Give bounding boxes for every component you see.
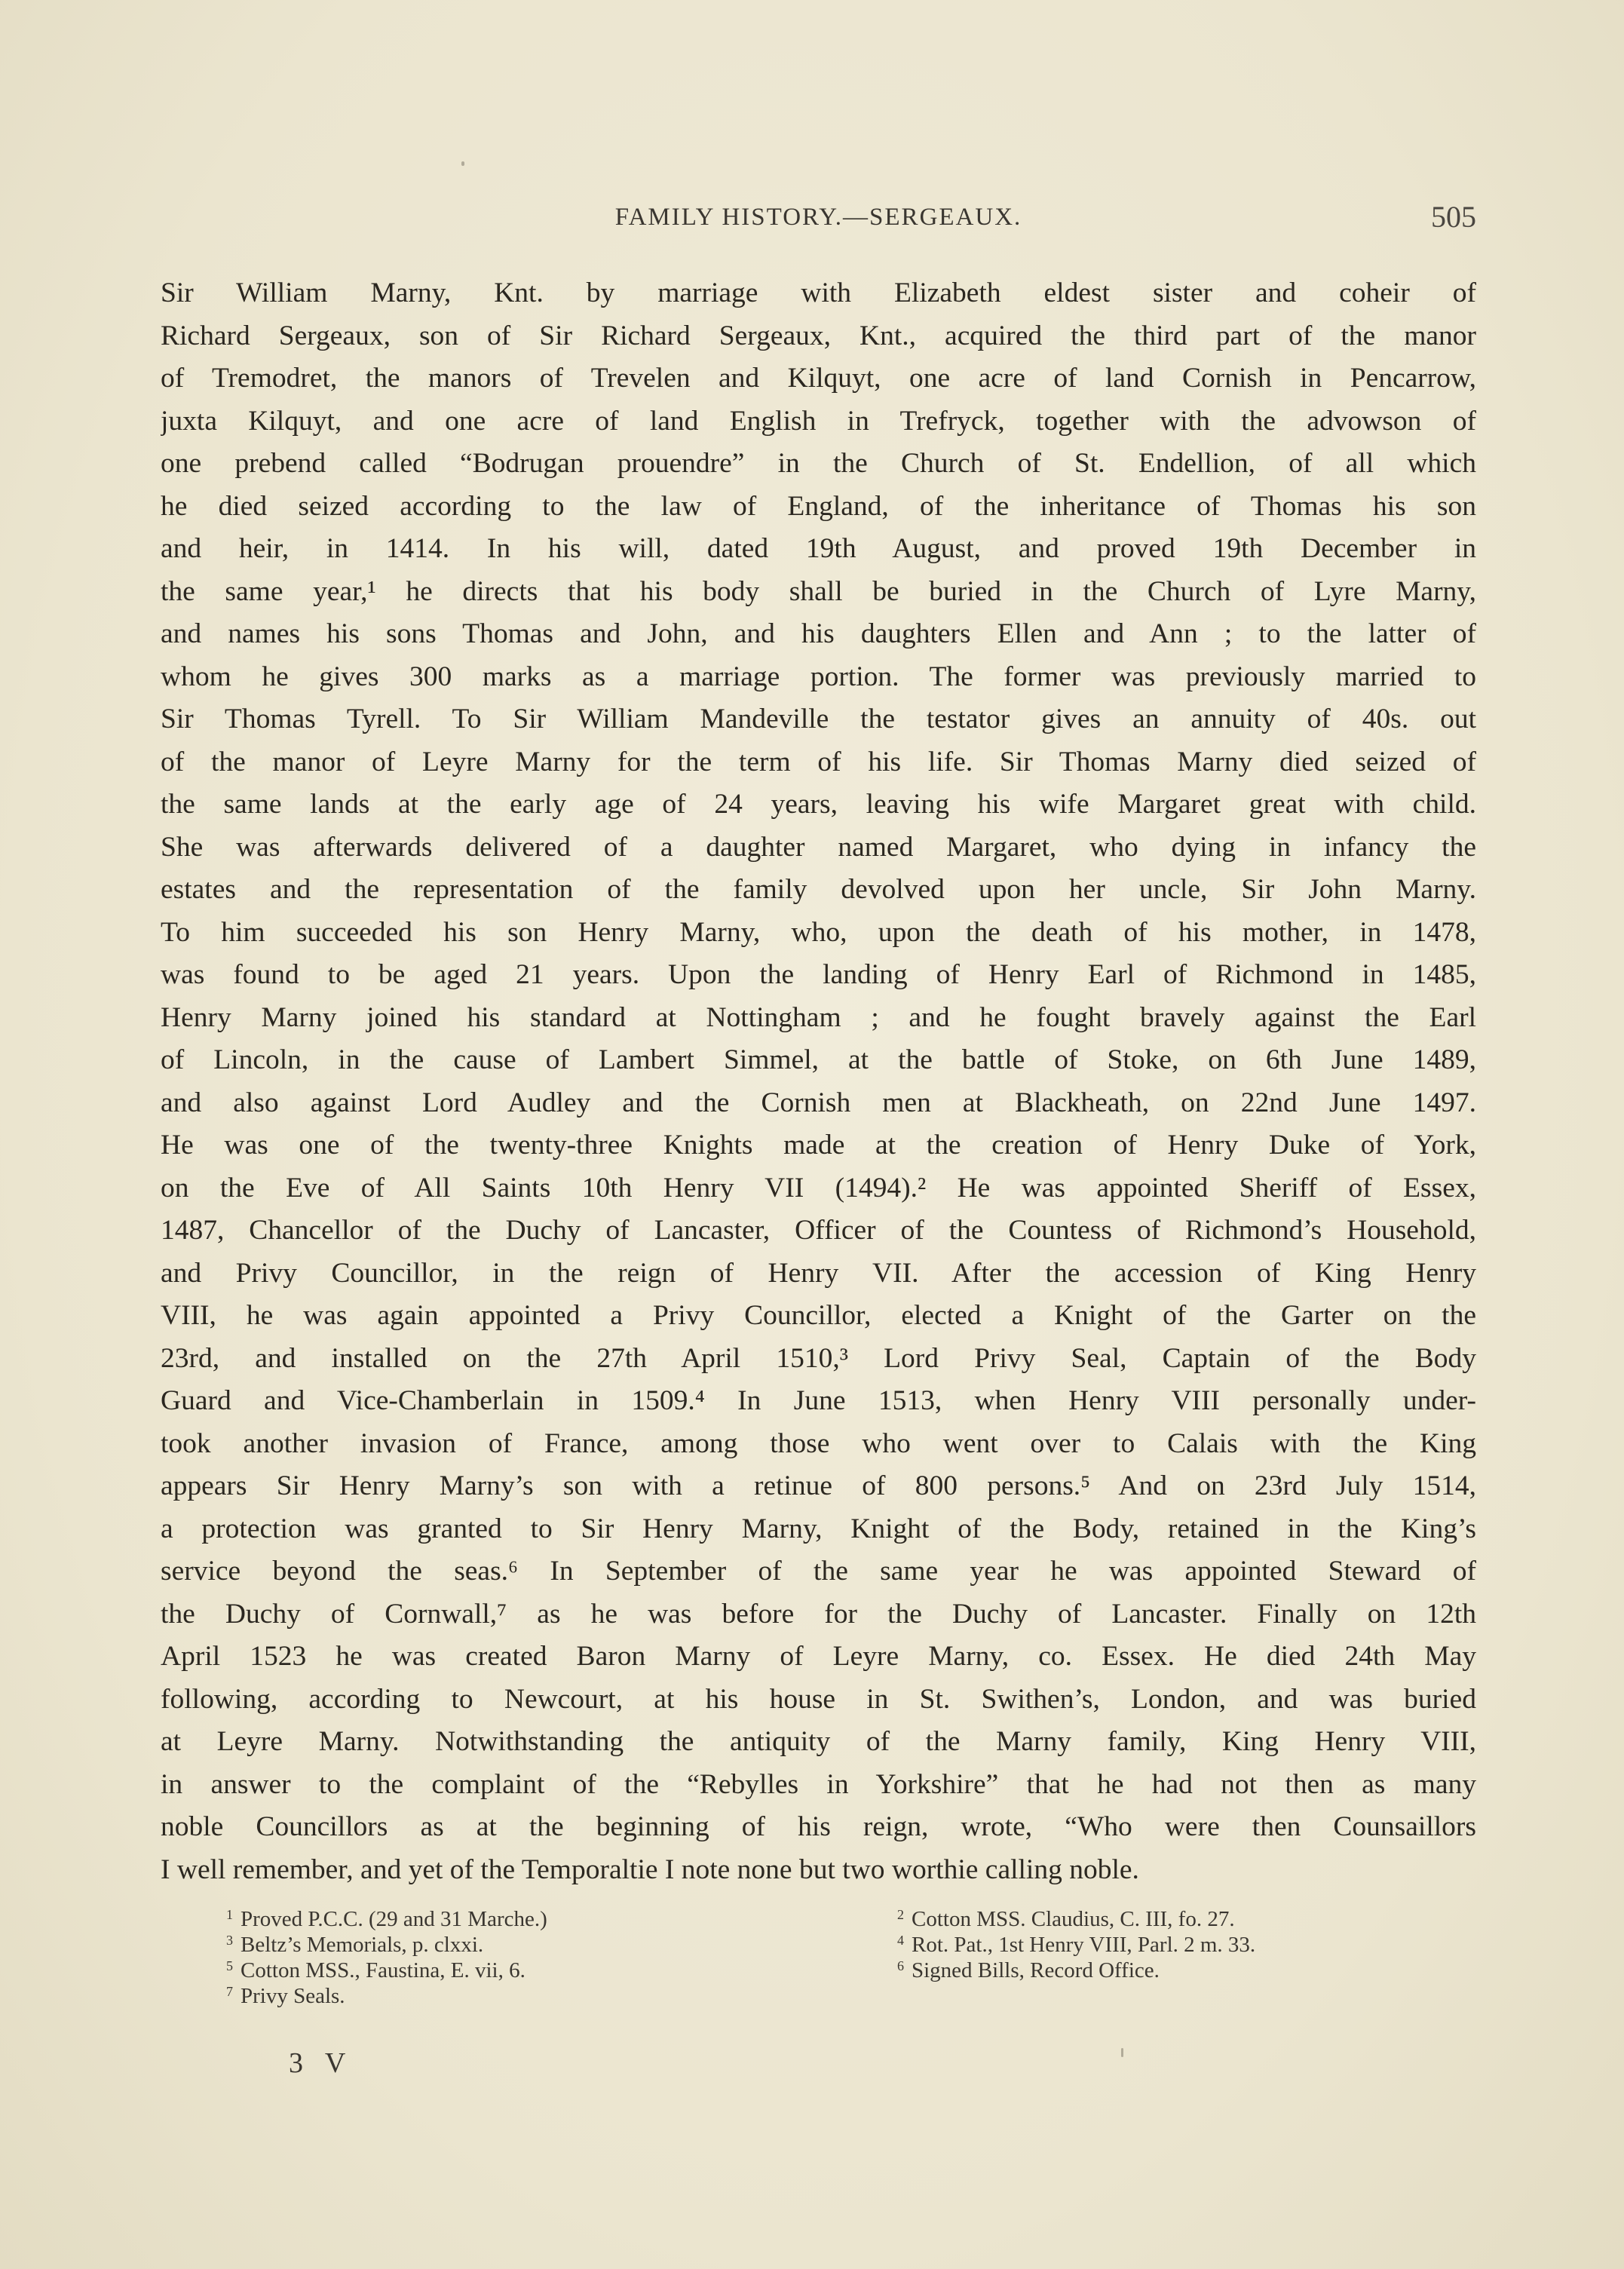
footnote [226, 1979, 814, 2008]
footnote [897, 1927, 1455, 1957]
footnote-mark: 1 [226, 1907, 233, 1922]
body-line: noble Councillors as at the beginning of his reign, wrote, “Who were then Counsaillors [161, 1811, 1476, 1842]
body-line: the same year,¹ he directs that his body shall be buried in the Church of Lyre Marny, [161, 575, 1476, 607]
footnotes-left-column [226, 1902, 814, 2008]
body-line: April 1523 he was created Baron Marny of Leyre Marny, co. Essex. He died 24th May [161, 1641, 1476, 1672]
body-line: Henry Marny joined his standard at Nottingham ; and he fought bravely against the Earl [161, 1001, 1476, 1033]
body-line: was found to be aged 21 years. Upon the landing of Henry Earl of Richmond in 1485, [161, 959, 1476, 990]
body-line: 1487, Chancellor of the Duchy of Lancaster, Officer of the Countess of Richmond’s Household, [161, 1215, 1476, 1246]
footnote-mark: 7 [226, 1984, 233, 1999]
body-line: VIII, he was again appointed a Privy Councillor, elected a Knight of the Garter on the [161, 1300, 1476, 1331]
body-line: on the Eve of All Saints 10th Henry VII (1494).² He was appointed Sheriff of Essex, [161, 1172, 1476, 1203]
footnote [226, 1927, 814, 1957]
body-line: whom he gives 300 marks as a marriage portion. The former was previously married to [161, 661, 1476, 692]
body-line: a protection was granted to Sir Henry Marny, Knight of the Body, retained in the King’s [161, 1513, 1476, 1544]
body-line: Guard and Vice-Chamberlain in 1509.⁴ In June 1513, when Henry VIII personally under- [161, 1385, 1476, 1416]
body-line: he died seized according to the law of England, of the inheritance of Thomas his son [161, 490, 1476, 522]
footnote-mark: 6 [897, 1958, 904, 1973]
body-line: appears Sir Henry Marny’s son with a retinue of 800 persons.⁵ And on 23rd July 1514, [161, 1470, 1476, 1501]
footnote-text: Signed Bills, Record Office. [912, 1958, 1160, 1982]
signature-mark: 3 V [289, 2047, 354, 2079]
footnotes-right-column [897, 1902, 1455, 1982]
footnote [226, 1953, 814, 1982]
paper-speck [1121, 2048, 1123, 2057]
body-line: She was afterwards delivered of a daughter named Margaret, who dying in infancy the [161, 831, 1476, 863]
page-number: 505 [1431, 200, 1476, 234]
footnote-text: Beltz’s Memorials, p. clxxi. [241, 1933, 484, 1957]
body-line: of Tremodret, the manors of Trevelen and Kilquyt, one acre of land Cornish in Pencarrow, [161, 363, 1476, 394]
body-line: I well remember, and yet of the Temporaltie I note none but two worthie calling noble. [161, 1854, 1139, 1885]
footnote-mark: 4 [897, 1933, 904, 1948]
body-line: of Lincoln, in the cause of Lambert Simmel, at the battle of Stoke, on 6th June 1489, [161, 1044, 1476, 1075]
running-title: FAMILY HISTORY.—SERGEAUX. [614, 204, 1022, 231]
footnote-text: Rot. Pat., 1st Henry VIII, Parl. 2 m. 33. [912, 1933, 1256, 1957]
body-line: took another invasion of France, among those who went over to Calais with the King [161, 1427, 1476, 1459]
body-text [161, 272, 1476, 1891]
body-line: in answer to the complaint of the “Rebylles in Yorkshire” that he had not then as many [161, 1768, 1476, 1800]
body-line: one prebend called “Bodrugan prouendre” in the Church of St. Endellion, of all which [161, 448, 1476, 479]
body-line: the Duchy of Cornwall,⁷ as he was before for the Duchy of Lancaster. Finally on 12th [161, 1598, 1476, 1630]
footnote [897, 1902, 1455, 1931]
body-line: Richard Sergeaux, son of Sir Richard Sergeaux, Knt., acquired the third part of the manor [161, 320, 1476, 351]
footnote-text: Proved P.C.C. (29 and 31 Marche.) [241, 1907, 547, 1931]
body-line: 23rd, and installed on the 27th April 1510,³ Lord Privy Seal, Captain of the Body [161, 1342, 1476, 1374]
body-line: service beyond the seas.⁶ In September of the same year he was appointed Steward of [161, 1556, 1476, 1587]
paper-speck [461, 161, 464, 166]
body-line: and names his sons Thomas and John, and his daughters Ellen and Ann ; to the latter of [161, 618, 1476, 649]
footnote-text: Cotton MSS., Faustina, E. vii, 6. [241, 1958, 526, 1982]
body-line: To him succeeded his son Henry Marny, who, upon the death of his mother, in 1478, [161, 916, 1476, 948]
footnote-mark: 5 [226, 1958, 233, 1973]
body-line: Sir William Marny, Knt. by marriage with Elizabeth eldest sister and coheir of [161, 277, 1476, 308]
body-line: and Privy Councillor, in the reign of Henry VII. After the accession of King Henry [161, 1257, 1476, 1289]
footnote-mark: 2 [897, 1907, 904, 1922]
footnote-mark: 3 [226, 1933, 233, 1948]
body-line: juxta Kilquyt, and one acre of land English in Trefryck, together with the advowson of [161, 405, 1476, 437]
body-line: He was one of the twenty-three Knights made at the creation of Henry Duke of York, [161, 1130, 1476, 1161]
body-line: and also against Lord Audley and the Cornish men at Blackheath, on 22nd June 1497. [161, 1087, 1476, 1118]
body-line: the same lands at the early age of 24 years, leaving his wife Margaret great with child. [161, 789, 1476, 820]
body-line: Sir Thomas Tyrell. To Sir William Mandeville the testator gives an annuity of 40s. out [161, 704, 1476, 734]
body-line: estates and the representation of the family devolved upon her uncle, Sir John Marny. [161, 874, 1476, 905]
body-line: following, according to Newcourt, at his house in St. Swithen’s, London, and was buried [161, 1683, 1476, 1715]
body-line: at Leyre Marny. Notwithstanding the antiquity of the Marny family, King Henry VIII, [161, 1726, 1476, 1757]
footnote-text: Cotton MSS. Claudius, C. III, fo. 27. [912, 1907, 1235, 1931]
running-head [161, 200, 1476, 241]
footnote-text: Privy Seals. [241, 1984, 345, 2008]
footnote [226, 1902, 814, 1931]
body-line: and heir, in 1414. In his will, dated 19th August, and proved 19th December in [161, 533, 1476, 564]
body-line: of the manor of Leyre Marny for the term of his life. Sir Thomas Marny died seized of [161, 746, 1476, 777]
footnote [897, 1953, 1455, 1982]
